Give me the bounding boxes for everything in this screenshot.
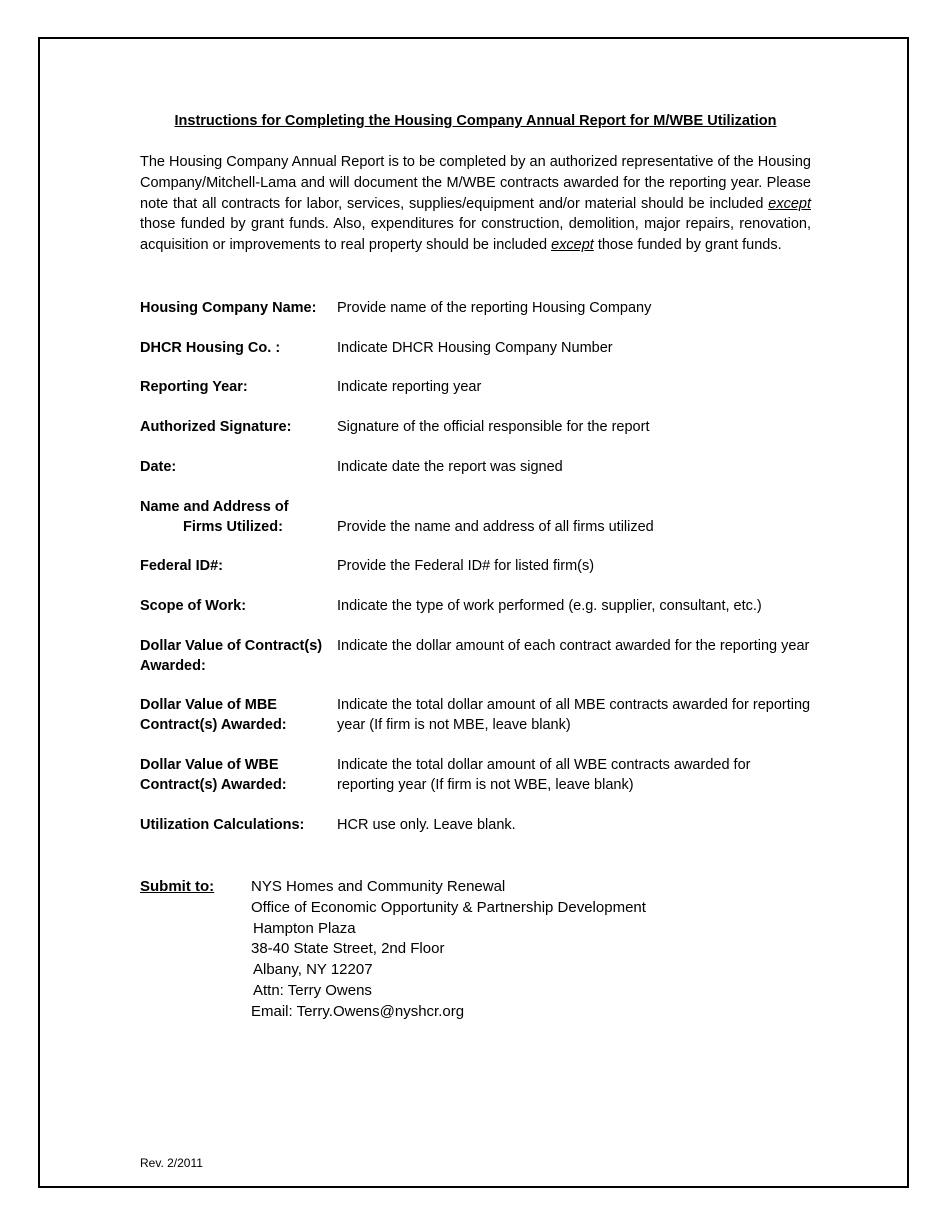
address-line: Albany, NY 12207 — [253, 961, 373, 979]
field-description: Indicate the total dollar amount of all MBE contracts awarded for reporting year (If firm is not MBE, leave blank) — [337, 697, 811, 733]
address-line: Attn: Terry Owens — [253, 981, 372, 999]
field-label: Federal ID#: — [140, 558, 223, 574]
field-label: Date: — [140, 459, 177, 475]
field-label: Dollar Value of WBE Contract(s) Awarded: — [140, 757, 287, 793]
except-emphasis-2: except — [551, 237, 594, 254]
email-line: Email: Terry.Owens@nyshcr.org — [251, 1002, 465, 1020]
address-line: Hampton Plaza — [253, 919, 356, 937]
intro-paragraph — [140, 152, 811, 256]
submit-to-label: Submit to: — [140, 878, 215, 895]
address-line: NYS Homes and Community Renewal — [251, 878, 506, 895]
except-emphasis-1: except — [768, 195, 811, 212]
field-description: Indicate the type of work performed (e.g. supplier, consultant, etc.) — [337, 598, 762, 614]
field-description: HCR use only. Leave blank. — [337, 817, 516, 833]
field-description: Provide the name and address of all firms utilized — [337, 519, 654, 535]
field-label — [140, 497, 330, 537]
field-label: Scope of Work: — [140, 598, 247, 614]
intro-text-2: those funded by grant funds. Also, expenditures for construction, demolition, major repairs, renovation, acquisition or improvements to real property should be included — [140, 216, 811, 254]
revision-note: Rev. 2/2011 — [140, 1156, 203, 1170]
field-description: Provide name of the reporting Housing Company — [337, 300, 652, 316]
field-description: Indicate reporting year — [337, 379, 482, 395]
field-label-line-1: Name and Address of — [140, 499, 289, 515]
field-description: Indicate the total dollar amount of all WBE contracts awarded for reporting year (If firm is not WBE, leave blank) — [337, 757, 751, 793]
address-line: Office of Economic Opportunity & Partnership Development — [251, 898, 646, 916]
field-label: Housing Company Name: — [140, 300, 317, 316]
field-description: Indicate DHCR Housing Company Number — [337, 340, 613, 356]
document-title: Instructions for Completing the Housing Company Annual Report for M/WBE Utilization — [174, 113, 777, 129]
field-description: Provide the Federal ID# for listed firm(s) — [337, 558, 595, 574]
submit-address — [251, 877, 751, 1023]
field-label: DHCR Housing Co. : — [140, 340, 281, 356]
field-description: Indicate date the report was signed — [337, 459, 563, 475]
field-description: Indicate the dollar amount of each contract awarded for the reporting year — [337, 638, 810, 654]
field-label: Utilization Calculations: — [140, 817, 305, 833]
field-label: Dollar Value of Contract(s) Awarded: — [140, 638, 323, 674]
field-label: Dollar Value of MBE Contract(s) Awarded: — [140, 697, 287, 733]
intro-text-3: those funded by grant funds. — [593, 237, 782, 254]
field-label-line-2: Firms Utilized: — [183, 519, 283, 535]
field-label: Reporting Year: — [140, 379, 248, 395]
field-description: Signature of the official responsible for the report — [337, 419, 650, 435]
field-label: Authorized Signature: — [140, 419, 292, 435]
intro-text-1: The Housing Company Annual Report is to be completed by an authorized representative of the Housing Company/Mitchell-Lama and will document the M/WBE contracts awarded for the reporting year. Please note that all contracts for labor, services, supplies/equipment and/or material should be included — [140, 154, 811, 212]
address-line: 38-40 State Street, 2nd Floor — [251, 940, 445, 958]
